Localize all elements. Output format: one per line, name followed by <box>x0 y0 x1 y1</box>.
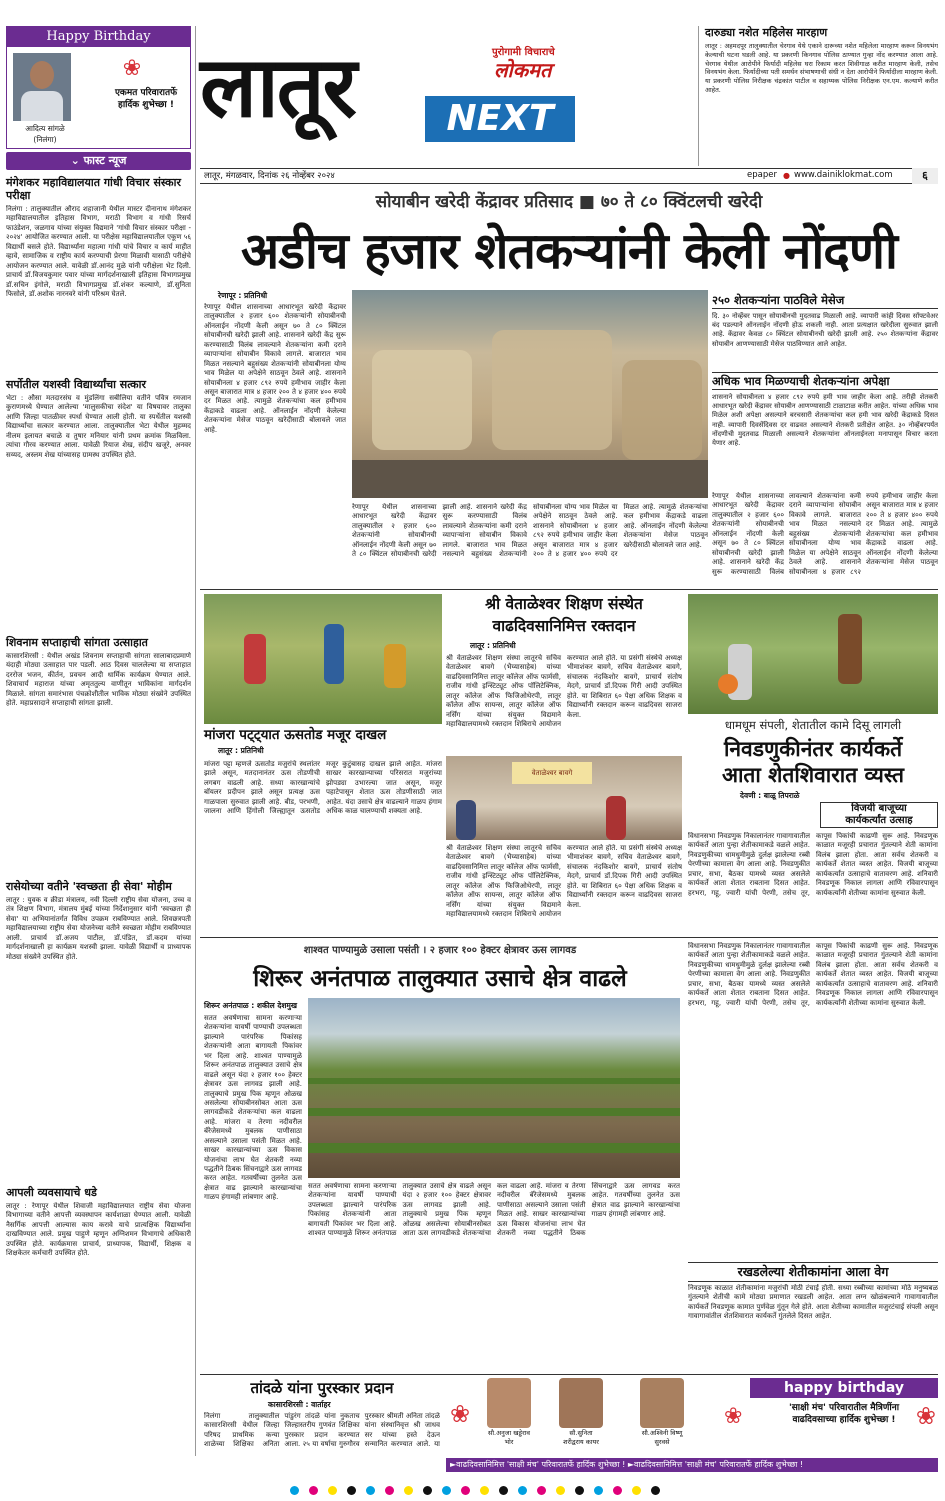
person-place: सुरवसे <box>654 1438 670 1446</box>
person-place: शरीद्वराय कायर <box>563 1438 599 1446</box>
fast-news-body: लातूर : रेणापूर येथील शिवाजी महाविद्यालयात राष्ट्रीय सेवा योजना विभागाच्या वतीने आपत्ती व्यवस्थापन कार्यशाळा घेण्यात आली. यावेळी नैसर्गिक आपत्ती आल्यास काय करावे याचे प्रात्यक्षिक विद्यार्थ्यांना दाखविण्यात आले. प्रमुख पाहुणे म्हणून अग्निशमन विभागाचे अधिकारी उपस्थित होते. कार्यक्रमास प्राचार्य, प्राध्यापक, विद्यार्थी, शिक्षक व शिक्षकेतर कर्मचारी उपस्थित होते. <box>6 1202 191 1258</box>
masthead-title: लातूर <box>200 38 355 136</box>
registration-marks <box>60 1480 890 1494</box>
women-news-box <box>698 26 938 166</box>
person-place: भोर <box>504 1438 514 1446</box>
election-headline-2: आता शेतशिवारात व्यस्त <box>721 763 905 787</box>
tulip-icon: ❀ <box>450 1400 471 1428</box>
section-rule <box>200 1374 938 1375</box>
fast-news-headline: सर्पोतील यशस्वी विद्यार्थ्यांचा सत्कार <box>6 378 146 391</box>
side-box-messages <box>712 292 938 452</box>
sugarcane-body-left: सतत अवर्षणाचा सामना करणाऱ्या शेतकऱ्यांना यावर्षी पाण्याची उपलब्धता झाल्याने पारंपरिक पिकांसह शेतकऱ्यांनी आता बागायती पिकांवर भर दिला आहे. शाश्वत पाण्यामुळे शिरूर अनंतपाळ तालुक्यात उसाचे क्षेत्र वाढले असून यंदा २ हजार १०० हेक्टर क्षेत्रावर ऊस लागवड झाली आहे. तालुक्याचे प्रमुख पिक म्हणून ओळख असलेल्या सोयाबीनसोबत आता ऊस लागवडीकडे शेतकऱ्यांचा कल वाढला आहे. मांजरा व तेरणा नदीवरील बॅरेजेसमध्ये मुबलक पाणीसाठा असल्याने उसाला पसंती मिळत आहे. साखर कारखान्यांच्या ऊस विकास योजनांचा लाभ घेत शेतकरी नव्या पद्धतीने ठिबक सिंचनाद्वारे ऊस लागवड करत आहेत. गतवर्षीच्या तुलनेत ऊस क्षेत्रात वाढ झाल्याने कारखान्यांचा गाळप हंगामही लांबणार आहे. <box>204 1014 302 1202</box>
sugarcane-byline: शिरूर अनंतपाळ : शकील देशमुख <box>204 1001 298 1010</box>
fast-news-body: निलंगा : तालुक्यातील औराद शहाजानी येथील मास्टर दीनानाथ मंगेशकर महाविद्यालयातील इतिहास विभाग, मराठी विभाग व गांधी रिसर्च फाउंडेशन, जळगाव यांच्या संयुक्त विद्यमाने 'गांधी विचार संस्कार परीक्षा - २०२४' आयोजित करण्यात आली. या परीक्षेस महाविद्यालयातील एकूण ५६ विद्यार्थी बसले होते. विद्यार्थ्यांना महात्मा गांधी यांचे विचार व कार्य माहीत व्हावे, सामाजिक व राष्ट्रीय कार्य करण्याची प्रेरणा मिळावी यासाठी परीक्षेचे आयोजन करण्यात आले. यावेळी डॉ.आनंद मुळे यांनी परीक्षेला भेट दिली. प्राचार्य डॉ.विजयकुमार पवार यांच्या मार्गदर्शनाखाली इतिहास विभागप्रमुख डॉ.सचिन इंगोले, मराठी विभागप्रमुख डॉ.शंकर कल्याणे, डॉ.सुनिता फिसोले, डॉ.अशोक नारनवरे यांनी परिश्रम घेतले. <box>6 205 191 298</box>
laborers-byline: लातूर : प्रतिनिधी <box>218 746 264 755</box>
fast-news-body: कासारशिरसी : येथील अखंड शिवनाम सप्ताहाची सांगता सालाबादप्रमाणे यंदाही मोठ्या उत्साहात पार पडली. आठ दिवस चाललेल्या या सप्ताहात दररोज भजन, कीर्तन, प्रवचन आदी धार्मिक कार्यक्रम घेण्यात आले. शिवाचार्य महाराज यांच्या अमृततुल्य वाणीतून भाविकांना मार्गदर्शन मिळाले. सांगता समारंभास पंचक्रोशीतील भाविक मोठ्या संख्येने उपस्थित होते. महाप्रसादाने सप्ताहाची सांगता झाली. <box>6 652 191 708</box>
chevron-down-icon: ⌄ <box>70 154 84 167</box>
side-box-headline: अधिक भाव मिळण्याची शेतकऱ्यांना अपेक्षा <box>712 372 938 390</box>
person-name: सौ.अश्विनी विष्णू <box>641 1429 683 1437</box>
farm-work-body: निवडणूक काळात शेतीकामांना मजुरांची मोठी टंचाई होती. सध्या रब्बीच्या कामांच्या मोठे मनुष्यबळ गुंतल्याने शेतीची कामे मोठ्या प्रमाणात रखडली आहेत. आता लग्न खोळंबल्याने गावागावातील कार्यकर्ते निवडणूक कामात पुर्णवेळ गुंतून गेले होते. आता शेतीच्या कामातील मजुरटंचाई संपली असून गावागावांतील शेतशिवारात कार्यकर्ते गुंतलेले दिसत आहेत. <box>688 1284 938 1321</box>
election-box-head: विजयी बाजूच्या कार्यकर्त्यांत उत्साह <box>820 802 938 828</box>
laborers-headline: मांजरा पट्ट्यात ऊसतोड मजूर दाखल <box>204 727 387 743</box>
birthday-person <box>480 1378 538 1446</box>
tulip-icon: ❀ <box>915 1402 936 1430</box>
fast-news-item <box>6 176 191 389</box>
side-box-headline: २५० शेतकऱ्यांना पाठविले मेसेज <box>712 292 938 309</box>
birthday-person <box>546 1378 616 1446</box>
birthday-person-name: आदित्य सांगळे <box>25 124 65 133</box>
fast-news-headline: आपली व्यवसायाचे धडे <box>6 1186 97 1199</box>
manch-wish: 'साक्षी मंच' परिवारातील मैत्रिणींना वाढदिवसाच्या हार्दिक शुभेच्छा ! <box>788 1403 900 1425</box>
side-box-body: दि. ३० नोव्हेंबर पासून सोयाबीनची मुदतवाढ मिळाली आहे. व्यापारी कांही दिवस सॉफ्टवेअर बंद पडल्याने ऑनलाईन नोंदणी होऊ शकली नाही. आता प्रत्यक्षात खरेदीला सुरुवात झाली आहे. केंद्रावर केवळ ८० क्विंटल सोयाबीनची खरेदी झाली आहे. २५० शेतकऱ्यांना केंद्रावर सोयाबीन आणण्यासाठी मेसेज पाठविण्यात आले आहेत. <box>712 312 938 348</box>
fast-news-item <box>6 880 191 1166</box>
blood-body: श्री वेताळेश्वर शिक्षण संस्था लातूरचे सचिव वेताळेश्वर बावगे (भैय्यासाहेब) यांच्या वाढदिवसानिमित्त लातूर कॉलेज ऑफ फार्मसी, राजीव गांधी इन्स्टिट्यूट ऑफ पॉलिटेक्निक, लातूर कॉलेज ऑफ फिजिओथेरपी, लातूर कॉलेज ऑफ सायन्स, लातूर कॉलेज ऑफ नर्सिंग यांच्या संयुक्त विद्यमाने महाविद्यालयामध्ये रक्तदान शिबिराचे आयोजन करण्यात आले होते. या प्रसंगी संस्थेचे अध्यक्ष भीमाशंकर बावगे, सचिव वेताळेश्वर बावगे, संचालक नंदकिशोर बावगे, प्राचार्य संतोष मेदगे, प्राचार्य डॉ.दिपक गिरी आदी उपस्थित होते. या शिबिरात ६० पेक्षा अधिक शिक्षक व विद्यार्थ्यांनी रक्तदान करून वाढदिवस साजरा केला. <box>446 654 682 729</box>
bouquet-icon: ❀ <box>122 56 142 81</box>
award-byline: कासारशिरसी : वार्ताहर <box>268 1400 331 1409</box>
blood-body-continued: श्री वेताळेश्वर शिक्षण संस्था लातूरचे सचिव वेताळेश्वर बावगे (भैय्यासाहेब) यांच्या वाढदिवसानिमित्त लातूर कॉलेज ऑफ फार्मसी, राजीव गांधी इन्स्टिट्यूट ऑफ पॉलिटेक्निक, लातूर कॉलेज ऑफ फिजिओथेरपी, लातूर कॉलेज ऑफ सायन्स, लातूर कॉलेज ऑफ नर्सिंग यांच्या संयुक्त विद्यमाने महाविद्यालयामध्ये रक्तदान शिबिराचे आयोजन करण्यात आले होते. या प्रसंगी संस्थेचे अध्यक्ष भीमाशंकर बावगे, सचिव वेताळेश्वर बावगे, संचालक नंदकिशोर बावगे, प्राचार्य संतोष मेदगे, प्राचार्य डॉ.दिपक गिरी आदी उपस्थित होते. या शिबिरात ६० पेक्षा अधिक शिक्षक व विद्यार्थ्यांनी रक्तदान करून वाढदिवस साजरा केला. <box>446 844 682 919</box>
fast-news-item <box>6 636 191 860</box>
column-divider <box>195 26 196 1456</box>
farm-work-headline: रखडलेल्या शेतीकामांना आला वेग <box>688 1262 938 1282</box>
dateline: लातूर, मंगळवार, दिनांक २६ नोव्हेंबर २०२४ <box>204 171 335 181</box>
lead-headline: अडीच हजार शेतकऱ्यांनी केली नोंदणी <box>241 222 897 280</box>
blood-byline: लातूर : प्रतिनिधी <box>470 641 516 650</box>
election-body-continued: विधानसभा निवडणुक निकालानंतर गावागावातील कार्यकर्ते आता पुन्हा शेतीकामाकडे वळले आहेत. निवडणुकीच्या धामधुमीमुळे दुर्लक्ष झालेल्या रब्बी पेरणीच्या कामाला वेग आला आहे. निवडणुकीत प्रचार, सभा, बैठका यामध्ये व्यस्त असलेले कार्यकर्ते आता शेतात राबताना दिसत आहेत. हरभरा, गहू, ज्वारी यांची पेरणी, तसेच तूर, कापूस पिकांची काढणी सुरू आहे. निवडणूक काळात मजूरही प्रचारात गुंतल्याने शेती कामांना विलंब झाला होता. आता सर्वच शेतकरी व कार्यकर्ते शेतात व्यस्त आहेत. विजयी बाजूच्या कार्यकर्त्यांत उत्साहाचे वातावरण आहे. शनिवारी निवडणूक निकाल लागला आणि रविवारपासून कार्यकर्त्यांनी शेतीच्या कामांना सुरुवात केली. <box>688 942 938 1007</box>
website-link[interactable]: www.dainiklokmat.com <box>794 170 893 180</box>
fast-news-header: ⌄ फास्ट न्यूज <box>6 152 191 170</box>
masthead-next: NEXT <box>425 96 575 142</box>
lead-body-col1: रेणापूर येथील शासनाच्या आधारभूत खरेदी केंद्रावर तालुक्यातील २ हजार ६०० शेतकऱ्यांनी सोयाबीनची ऑनलाईन नोंदणी केली असून ७० ते ८० क्विंटल सोयाबीनची खरेदी झाली आहे. शासनाने खरेदी केंद्र सुरू करण्यासाठी विलंब लावल्याने शेतकऱ्यांना कमी दराने व्यापाऱ्यांना सोयाबीन विकावे लागले. बाजारात भाव मिळत नसल्याने बहुसंख्य शेतकऱ्यांनी सोयाबीनला योग्य भाव मिळेल या अपेक्षेने साठवून ठेवले आहे. शासनाने सोयाबीनला ४ हजार ८९२ रुपये हमीभाव जाहीर केला असून बाजारात मात्र ४ हजार २०० ते ४ हजार ४०० रुपये दर मिळत आहे. त्यामुळे शेतकऱ्यांचा कल हमीभाव केंद्राकडे वाढला आहे. ऑनलाईन नोंदणी केलेल्या शेतकऱ्यांना मेसेज पाठवून खरेदीसाठी बोलावले जात आहे. <box>204 303 346 434</box>
fast-news-headline: मंगेशकर महाविद्यालयात गांधी विचार संस्कार परीक्षा <box>6 176 181 202</box>
birthday-photo <box>13 53 71 121</box>
birthday-person-place: (निलंगा) <box>33 135 57 144</box>
globe-icon: ● <box>783 171 790 180</box>
blood-headline-1: श्री वेताळेश्वर शिक्षण संस्थेत <box>485 595 643 613</box>
award-headline: तांदळे यांना पुरस्कार प्रदान <box>250 1379 394 1397</box>
section-rule <box>200 589 938 590</box>
birthday-wish: एकमत परिवारातर्फे हार्दिक शुभेच्छा ! <box>114 88 178 110</box>
fast-news-item <box>6 1186 191 1452</box>
section-rule <box>200 937 938 938</box>
lead-photo-sacks <box>352 290 708 498</box>
brand-tag: पुरोगामी विचाराचे <box>492 47 555 58</box>
fast-news-body: भेटा : औसा मतदारसंघ व मुंडलिंगा सबीलिया वतीने पवित्र रमजान कुराणमध्ये घेण्यात आलेल्या 'मालुसकीचा संदेश' या विषयावर तालुका आणि जिल्हा पातळीवर स्पर्धा घेण्यात आली होती. या स्पर्धेतील यशस्वी विद्यार्थ्यांचा सत्कार करण्यात आला. तालुक्यातील भेटा येथील मुहम्मद नीलम इलायत बचाळे व तुषार मनियार यांनी प्रथम क्रमांक मिळविला. त्यांचा गौरव करण्यात आला. यावेळी रियाज शेख, संदीप खजूरे, अनवर सय्यद, अस्लम शेख यांच्यासह ग्रामस्थ उपस्थित होते. <box>6 394 191 459</box>
square-bullet-icon: ■ <box>578 192 601 212</box>
brand-logo: लोकमत <box>494 58 552 82</box>
lead-kicker: सोयाबीन खरेदी केंद्रावर प्रतिसाद ■ ७० ते ८० क्विंटलची खरेदी <box>375 192 763 212</box>
fast-news-headline: रासेयोच्या वतीने 'स्वच्छता ही सेवा' मोहीम <box>6 880 172 893</box>
lead-byline: रेणापूर : प्रतिनिधी <box>218 291 268 300</box>
fast-news-body: लातूर : युवक व क्रीडा मंत्रालय, नवी दिल्ली राष्ट्रीय सेवा योजना, उच्च व तंत्र शिक्षण विभाग, मंत्रालय मुंबई यांच्या निर्देशानुसार यांनी 'स्वच्छता ही सेवा' या अभियानांतर्गत विविध उपक्रम राबविण्यात आले. शिवछत्रपती महाविद्यालयाच्या राष्ट्रीय सेवा योजनेच्या वतीने स्वच्छता मोहीम राबविण्यात आली. प्राचार्य डॉ.अजय पाटील, डॉ.पंडित, डॉ.कदम यांच्या मार्गदर्शनाखाली हा कार्यक्रम यशस्वी झाला. यावेळी विद्यार्थी व प्राध्यापक मोठ्या संख्येने उपस्थित होते. <box>6 896 191 961</box>
fast-news-column <box>6 152 191 1456</box>
blood-headline-2: वाढदिवसानिमित्त रक्तदान <box>492 617 636 635</box>
laborers-photo <box>204 594 442 724</box>
person-photo <box>640 1378 684 1428</box>
women-news-headline: दारुड्या नशेत महिलेस मारहाण <box>705 26 828 39</box>
person-photo <box>487 1378 531 1428</box>
election-byline: देवणी : बाळू तिपराळे <box>740 791 800 800</box>
field-workers-photo <box>688 594 938 714</box>
award-body: निलंगा तालुक्यातील कासारशिरसी येथील जिल्हा परिषद प्राथमिक कन्या शाळेच्या शिक्षिका अनिता पांडुरंग तांदळे यांना नुकताच जिल्हास्तरीय गुणवंत शिक्षिका पुरस्कार प्रदान करण्यात आला. २५ या वर्षाचा गुरुगौरव पुरस्कार श्रीमती अनिता तांदळे यांना संस्थानिवृत्त श्री जाधव सर यांच्या हस्ते देऊन सन्मानित करण्यात आले. या <box>204 1412 440 1449</box>
laborers-body: मांजरा पट्टा म्हणजे ऊसतोड मजुरांचे स्थलांतर झाले असून, मतदानानंतर ऊस तोडणीची लगबग वाढली आहे. सध्या कारखान्यांचे बॉयलर प्रदीपन झाले असून प्रत्यक्ष ऊस गाळपाला सुरुवात झाली आहे. बीड, परभणी, जालना आणि हिंगोली जिल्ह्यातून ऊसतोड मजूर कुटुंबासह दाखल झाले आहेत. मांजरा साखर कारखान्याच्या परिसरात मजुरांच्या झोपड्या उभारल्या जात असून, मजूर पहाटेपासून शेतात ऊस तोडणीसाठी जात आहेत. यंदा उसाचे क्षेत्र वाढल्याने गाळप हंगाम अधिक काळ चालण्याची शक्यता आहे. <box>204 760 442 816</box>
person-name: सौ.सुनिता <box>569 1429 593 1437</box>
epaper-label: epaper <box>747 170 777 180</box>
person-photo <box>559 1378 603 1428</box>
sugarcane-kicker: शाश्वत पाण्यामुळे उसाला पसंती । २ हजार १०० हेक्टर क्षेत्रावर ऊस लागवड <box>303 945 577 956</box>
side-box-body: शासनाने सोयाबीनला ४ हजार ८९२ रुपये हमी भाव जाहीर केला आहे. तरीही शेतकरी आधारभूत खरेदी केंद्रावर सोयाबीन आणण्यासाठी टाळाटाळ करीत आहेत. यांच्या अधिक भाव मिळेल अशी अपेक्षा असल्याने बरचसारी शेतकऱ्यांचा कल हमी भाव खरेदी केंद्राकडे दिसत नाही. व्यापारी दिवसेंदिवस दर वाढवत असल्याने शेतकरी प्रतीक्षेत आहेत. ३० नोव्हेंबरपर्यंत नोंदणीची मुदतवाढ मिळाली असल्याने शेतकऱ्यांना ऑनलाईनला मनापासून विचार करता येणार आहे. <box>712 393 938 447</box>
women-news-body: लातूर : अहमदपूर तालुक्यातील चेरगाव येथे एकाने दारूच्या नशेत महिलेला मारहाण करून विनयभंग केल्याची घटना घडली आहे. या प्रकरणी किनगाव पोलिस ठाण्यात गुन्हा नोंद करण्यात आला आहे. चेरगाव येथील आरोपीने फिर्यादी महिलेस घरा रिकाम करत शिवीगाळ करीत मारहाण केली, तसेच विनयभंग केला. फिर्यादीच्या पती समर्थन संभाषणाची संधी न देता आरोपीने फिर्यादीला मारहाण केली. या प्रकरणी पोलिस निरीक्षक चंद्रकांत पाटील व सहाय्यक पोलिस निरीक्षक एन.एम. कल्याणे करीत आहेत. <box>705 42 938 94</box>
birthday-banner: happy birthday <box>750 1378 938 1398</box>
birthday-title: Happy Birthday <box>7 27 190 47</box>
election-headline-1: निवडणुकीनंतर कार्यकर्ते <box>723 737 903 761</box>
fast-news-headline: शिवनाम सप्ताहाची सांगता उत्साहात <box>6 636 148 649</box>
tulip-icon: ❀ <box>724 1404 743 1429</box>
birthday-person <box>622 1378 702 1446</box>
page-number: ६ <box>912 168 938 184</box>
event-banner: वेताळेश्वर बावगे <box>512 762 592 784</box>
masthead <box>200 26 690 166</box>
birthday-box <box>6 26 191 149</box>
sugarcane-headline: शिरूर अनंतपाळ तालुक्यात उसाचे क्षेत्र वाढले <box>253 966 627 992</box>
dateline-bar <box>200 168 938 184</box>
election-kicker: धामधूम संपली, शेतातील कामे दिसू लागली <box>724 718 902 732</box>
lead-body-bottom: रेणापूर येथील शासनाच्या आधारभूत खरेदी केंद्रावर तालुक्यातील २ हजार ६०० शेतकऱ्यांनी सोयाबीनची ऑनलाईन नोंदणी केली असून ७० ते ८० क्विंटल सोयाबीनची खरेदी झाली आहे. शासनाने खरेदी केंद्र सुरू करण्यासाठी विलंब लावल्याने शेतकऱ्यांना कमी दराने व्यापाऱ्यांना सोयाबीन विकावे लागले. बाजारात भाव मिळत नसल्याने बहुसंख्य शेतकऱ्यांनी सोयाबीनला योग्य भाव मिळेल या अपेक्षेने साठवून ठेवले आहे. शासनाने सोयाबीनला ४ हजार ८९२ रुपये हमीभाव जाहीर केला असून बाजारात मात्र ४ हजार २०० ते ४ हजार ४०० रुपये दर मिळत आहे. त्यामुळे शेतकऱ्यांचा कल हमीभाव केंद्राकडे वाढला आहे. ऑनलाईन नोंदणी केलेल्या शेतकऱ्यांना मेसेज पाठवून खरेदीसाठी बोलावले जात आहे. <box>352 503 708 559</box>
election-body: विधानसभा निवडणुक निकालानंतर गावागावातील कार्यकर्ते आता पुन्हा शेतीकामाकडे वळले आहेत. निवडणुकीच्या धामधुमीमुळे दुर्लक्ष झालेल्या रब्बी पेरणीच्या कामाला वेग आला आहे. निवडणुकीत प्रचार, सभा, बैठका यामध्ये व्यस्त असलेले कार्यकर्ते आता शेतात राबताना दिसत आहेत. हरभरा, गहू, ज्वारी यांची पेरणी, तसेच तूर, कापूस पिकांची काढणी सुरू आहे. निवडणूक काळात मजूरही प्रचारात गुंतल्याने शेती कामांना विलंब झाला होता. आता सर्वच शेतकरी व कार्यकर्ते शेतात व्यस्त आहेत. विजयी बाजूच्या कार्यकर्त्यांत उत्साहाचे वातावरण आहे. शनिवारी निवडणूक निकाल लागला आणि रविवारपासून कार्यकर्त्यांनी शेतीच्या कामांना सुरुवात केली. <box>688 832 938 897</box>
person-name: सौ.अनुजा खड्डेराव <box>487 1429 531 1437</box>
birthday-ticker: ►वाढदिवसानिमित्त 'साक्षी मंच' परिवारातर्फे हार्दिक शुभेच्छा ! ►वाढदिवसानिमित्त 'साक्षी मंच' परिवारातर्फे हार्दिक शुभेच्छा ! <box>446 1458 938 1472</box>
sugarcane-body-bottom: सतत अवर्षणाचा सामना करणाऱ्या शेतकऱ्यांना यावर्षी पाण्याची उपलब्धता झाल्याने पारंपरिक पिकांसह शेतकऱ्यांनी आता बागायती पिकांवर भर दिला आहे. शाश्वत पाण्यामुळे शिरूर अनंतपाळ तालुक्यात उसाचे क्षेत्र वाढले असून यंदा २ हजार १०० हेक्टर क्षेत्रावर ऊस लागवड झाली आहे. तालुक्याचे प्रमुख पिक म्हणून ओळख असलेल्या सोयाबीनसोबत आता ऊस लागवडीकडे शेतकऱ्यांचा कल वाढला आहे. मांजरा व तेरणा नदीवरील बॅरेजेसमध्ये मुबलक पाणीसाठा असल्याने उसाला पसंती मिळत आहे. साखर कारखान्यांच्या ऊस विकास योजनांचा लाभ घेत शेतकरी नव्या पद्धतीने ठिबक सिंचनाद्वारे ऊस लागवड करत आहेत. गतवर्षीच्या तुलनेत ऊस क्षेत्रात वाढ झाल्याने कारखान्यांचा गाळप हंगामही लांबणार आहे. <box>308 1182 680 1238</box>
sugarcane-photo <box>308 998 680 1178</box>
blood-donation-photo <box>446 756 682 840</box>
fast-news-item <box>6 378 191 620</box>
birthday-women-box <box>446 1378 938 1456</box>
side-box-continued: रेणापूर येथील शासनाच्या आधारभूत खरेदी केंद्रावर तालुक्यातील २ हजार ६०० शेतकऱ्यांनी सोयाबीनची ऑनलाईन नोंदणी केली असून ७० ते ८० क्विंटल सोयाबीनची खरेदी झाली आहे. शासनाने खरेदी केंद्र सुरू करण्यासाठी विलंब लावल्याने शेतकऱ्यांना कमी दराने व्यापाऱ्यांना सोयाबीन विकावे लागले. बाजारात भाव मिळत नसल्याने बहुसंख्य शेतकऱ्यांनी सोयाबीनला योग्य भाव मिळेल या अपेक्षेने साठवून ठेवले आहे. शासनाने सोयाबीनला ४ हजार ८९२ रुपये हमीभाव जाहीर केला असून बाजारात मात्र ४ हजार २०० ते ४ हजार ४०० रुपये दर मिळत आहे. त्यामुळे शेतकऱ्यांचा कल हमीभाव केंद्राकडे वाढला आहे. ऑनलाईन नोंदणी केलेल्या शेतकऱ्यांना मेसेज पाठवून <box>712 492 938 576</box>
